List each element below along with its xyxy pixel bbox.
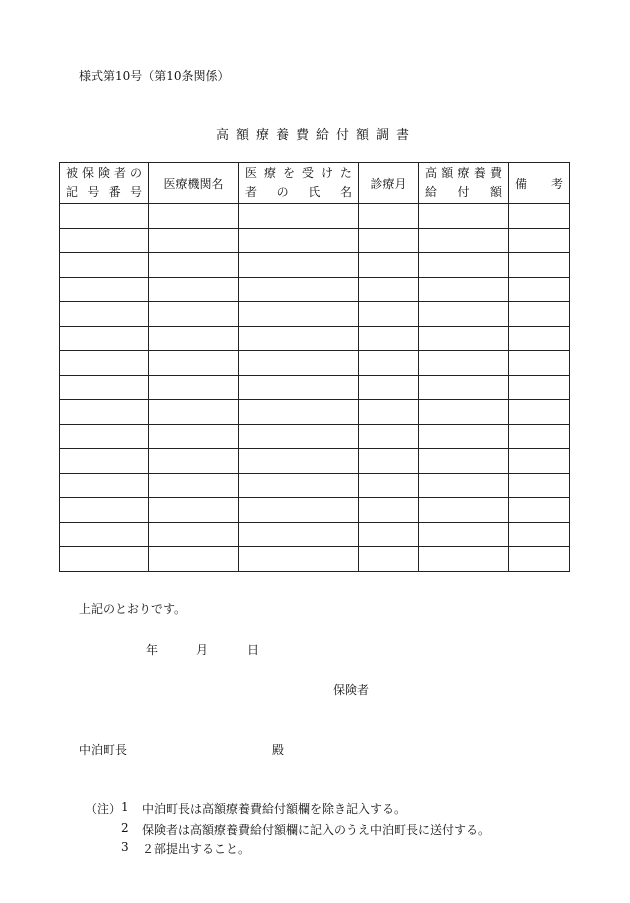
table-row: [60, 424, 570, 449]
table-cell[interactable]: [419, 302, 509, 327]
table-cell[interactable]: [239, 449, 359, 474]
table-cell[interactable]: [419, 473, 509, 498]
table-cell[interactable]: [509, 351, 570, 376]
table-row: [60, 228, 570, 253]
table-cell[interactable]: [239, 498, 359, 523]
table-cell[interactable]: [509, 424, 570, 449]
table-row: [60, 400, 570, 425]
table-cell[interactable]: [149, 326, 239, 351]
table-cell[interactable]: [149, 400, 239, 425]
table-cell[interactable]: [239, 326, 359, 351]
honorific: 殿: [272, 743, 285, 757]
table-cell[interactable]: [419, 204, 509, 229]
table-cell[interactable]: [419, 326, 509, 351]
table-cell[interactable]: [60, 449, 149, 474]
table-cell[interactable]: [509, 449, 570, 474]
table-cell[interactable]: [239, 253, 359, 278]
table-cell[interactable]: [60, 277, 149, 302]
table-cell[interactable]: [419, 547, 509, 572]
header-insured-number-line1: 被 保 険 者 の: [66, 166, 142, 180]
insurer-label: 保険者: [333, 683, 370, 697]
document-title: 高額療養費給付額調書: [216, 128, 417, 143]
table-cell[interactable]: [419, 522, 509, 547]
table-cell[interactable]: [239, 547, 359, 572]
table-cell[interactable]: [359, 547, 419, 572]
note-text: 保険者は高額療養費給付額欄に記入のうえ中泊町長に送付する。: [142, 823, 491, 837]
header-medical-institution: 医療機関名: [149, 163, 239, 204]
table-cell[interactable]: [239, 424, 359, 449]
table-cell[interactable]: [419, 228, 509, 253]
header-benefit-amount-line1: 高 額 療 養 費: [425, 166, 502, 180]
table-cell[interactable]: [359, 302, 419, 327]
table-row: [60, 375, 570, 400]
table-cell[interactable]: [419, 253, 509, 278]
table-cell[interactable]: [239, 204, 359, 229]
table-cell[interactable]: [509, 522, 570, 547]
header-patient-name-line1: 医 療 を 受 け た: [245, 166, 352, 180]
table-cell[interactable]: [419, 424, 509, 449]
note-text: ２部提出すること。: [142, 842, 251, 856]
table-row: [60, 473, 570, 498]
table-cell[interactable]: [149, 547, 239, 572]
table-cell[interactable]: [60, 302, 149, 327]
table-cell[interactable]: [60, 400, 149, 425]
table-cell[interactable]: [149, 375, 239, 400]
table-row: [60, 522, 570, 547]
table-row: [60, 277, 570, 302]
table-cell[interactable]: [60, 473, 149, 498]
table-cell[interactable]: [60, 375, 149, 400]
table-cell[interactable]: [60, 522, 149, 547]
table-cell[interactable]: [149, 498, 239, 523]
table-cell[interactable]: [419, 400, 509, 425]
table-cell[interactable]: [359, 277, 419, 302]
table-cell[interactable]: [149, 228, 239, 253]
table-cell[interactable]: [149, 204, 239, 229]
table-cell[interactable]: [60, 498, 149, 523]
table-row: [60, 302, 570, 327]
header-benefit-amount-line2: 給 付 額: [425, 185, 502, 199]
date-day-label: 日: [247, 643, 260, 657]
table-cell[interactable]: [60, 253, 149, 278]
table-cell[interactable]: [419, 277, 509, 302]
table-cell[interactable]: [60, 547, 149, 572]
table-cell[interactable]: [509, 375, 570, 400]
table-cell[interactable]: [239, 228, 359, 253]
table-cell[interactable]: [359, 253, 419, 278]
table-cell[interactable]: [239, 522, 359, 547]
table-cell[interactable]: [359, 375, 419, 400]
table-cell[interactable]: [359, 522, 419, 547]
table-cell[interactable]: [509, 204, 570, 229]
table-cell[interactable]: [149, 277, 239, 302]
header-treatment-month: 診療月: [359, 163, 419, 204]
addressee: 中泊町長: [79, 743, 128, 757]
date-year-label: 年: [146, 643, 159, 657]
table-cell[interactable]: [149, 522, 239, 547]
table-cell[interactable]: [509, 473, 570, 498]
notes-prefix: （注）: [85, 802, 122, 816]
table-cell[interactable]: [509, 326, 570, 351]
table-cell[interactable]: [149, 253, 239, 278]
table-row: [60, 326, 570, 351]
table-cell[interactable]: [509, 400, 570, 425]
table-cell[interactable]: [60, 228, 149, 253]
note-number: 1: [121, 800, 129, 814]
header-remarks: 備 考: [509, 163, 570, 204]
table-cell[interactable]: [149, 473, 239, 498]
table-cell[interactable]: [509, 547, 570, 572]
note-number: 3: [121, 840, 129, 854]
table-cell[interactable]: [239, 375, 359, 400]
table-row: [60, 498, 570, 523]
table-cell[interactable]: [60, 326, 149, 351]
date-month-label: 月: [196, 643, 209, 657]
note-number: 2: [121, 821, 129, 835]
table-cell[interactable]: [239, 400, 359, 425]
table-cell[interactable]: [149, 449, 239, 474]
table-body: [60, 204, 570, 572]
table-row: [60, 449, 570, 474]
table-cell[interactable]: [359, 424, 419, 449]
table-cell[interactable]: [239, 302, 359, 327]
table-row: [60, 204, 570, 229]
table-cell[interactable]: [509, 302, 570, 327]
table-cell[interactable]: [509, 277, 570, 302]
table-cell[interactable]: [359, 228, 419, 253]
header-insured-number-line2: 記 号 番 号: [66, 185, 142, 199]
table-cell[interactable]: [359, 351, 419, 376]
table-cell[interactable]: [359, 204, 419, 229]
table-cell[interactable]: [509, 498, 570, 523]
table-cell[interactable]: [359, 498, 419, 523]
table-cell[interactable]: [419, 351, 509, 376]
table-cell[interactable]: [239, 351, 359, 376]
closing-statement: 上記のとおりです。: [79, 602, 187, 616]
table-cell[interactable]: [149, 351, 239, 376]
header-patient-name-line2: 者 の 氏 名: [245, 185, 352, 199]
table-cell[interactable]: [239, 473, 359, 498]
table-cell[interactable]: [419, 498, 509, 523]
table-row: [60, 253, 570, 278]
table-cell[interactable]: [509, 253, 570, 278]
table-cell[interactable]: [149, 302, 239, 327]
header-benefit-amount: [419, 163, 509, 204]
table-header-row: [60, 163, 570, 204]
table-cell[interactable]: [359, 400, 419, 425]
table-cell[interactable]: [359, 449, 419, 474]
table-cell[interactable]: [60, 351, 149, 376]
table-cell[interactable]: [149, 424, 239, 449]
form-number-label: 様式第10号（第10条関係）: [79, 69, 230, 83]
table-cell[interactable]: [419, 375, 509, 400]
table-cell[interactable]: [60, 424, 149, 449]
table-cell[interactable]: [359, 326, 419, 351]
header-patient-name: [239, 163, 359, 204]
header-insured-number: [60, 163, 149, 204]
note-text: 中泊町長は高額療養費給付額欄を除き記入する。: [142, 802, 407, 816]
table-row: [60, 351, 570, 376]
table-cell[interactable]: [419, 449, 509, 474]
table-cell[interactable]: [239, 277, 359, 302]
benefit-table: [59, 162, 570, 572]
table-cell[interactable]: [60, 204, 149, 229]
table-cell[interactable]: [359, 473, 419, 498]
table-row: [60, 547, 570, 572]
table-cell[interactable]: [509, 228, 570, 253]
